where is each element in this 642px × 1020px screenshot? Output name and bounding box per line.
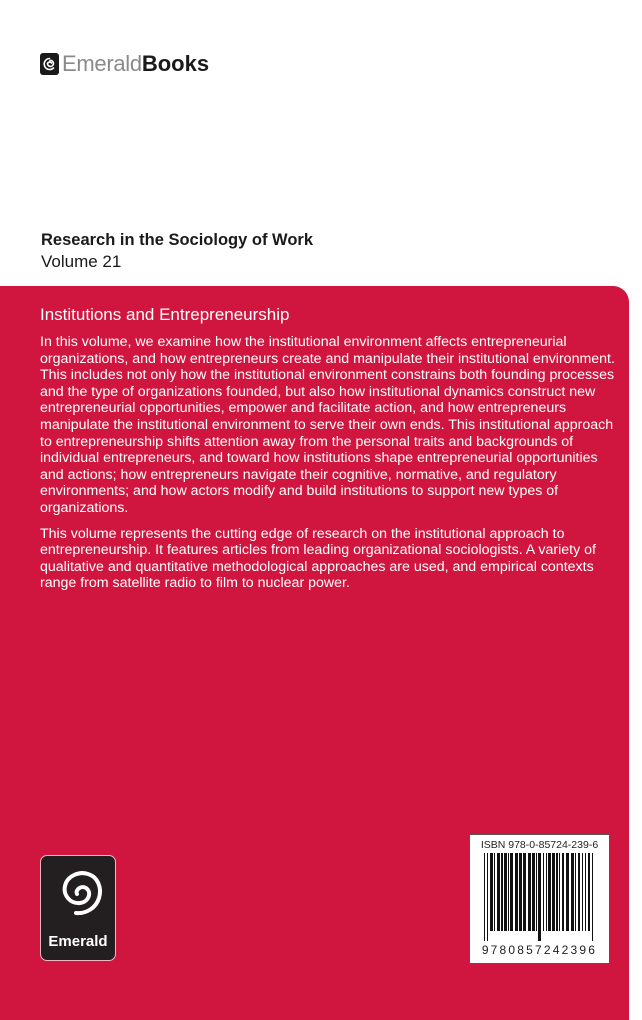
description-panel [0, 286, 629, 1020]
logo-text-books: Books [141, 51, 210, 76]
barcode-bar [538, 853, 541, 941]
emblem-label: Emerald [48, 933, 108, 950]
emerald-swirl-icon [41, 860, 115, 930]
barcode-bar [508, 853, 509, 931]
barcode-bar [543, 853, 544, 931]
barcode-bar [546, 853, 547, 931]
description-paragraph: This volume represents the cutting edge of research on the institutional approach to entrepreneurship. It features articles from leading organizational sociologists. A variety of qualitative and quantitative methodological approaches are used, and empirical contexts range from satellite radio to film to nuclear power. [40, 525, 596, 592]
barcode-bar [494, 853, 495, 931]
barcode-bar [523, 853, 526, 931]
emerald-emblem [40, 855, 116, 961]
barcode-bar [578, 853, 580, 931]
isbn-text: ISBN 978-0-85724-239-6 [480, 839, 599, 851]
volume-number: Volume 21 [41, 252, 122, 271]
description-body [40, 334, 620, 601]
series-title: Research in the Sociology of Work [41, 231, 314, 249]
barcode-bar [501, 853, 503, 931]
barcode-bar [582, 853, 583, 931]
barcode-bars [484, 853, 596, 941]
barcode-bar [575, 853, 576, 931]
barcode-bar [566, 853, 569, 931]
barcode-bar [562, 853, 564, 931]
book-title: Institutions and Entrepreneurship [40, 305, 290, 324]
isbn-barcode [469, 834, 610, 964]
barcode-bar [571, 853, 574, 931]
barcode-digits: 9780857242396 [481, 943, 598, 957]
barcode-bar [532, 853, 535, 931]
barcode-bar [515, 853, 518, 931]
barcode-bar [497, 853, 500, 931]
barcode-bar [536, 853, 537, 931]
barcode-bar [528, 853, 531, 931]
barcode-bar [559, 853, 560, 931]
barcode-bar [592, 853, 593, 941]
description-paragraph: In this volume, we examine how the institutional environment affects entrepreneurial organizations, and how entrepreneurs create and manipulate their institutional environment. This includes not only how the institutional environment constrains both founding processes and the type of organizations founded, but also how institutional dynamics construct new entrepreneurial opportunities, empower and facilitate action, and how entrepreneurs manipulate the institutional environment to serve their own ends. This institutional approach to entrepreneurship shifts attention away from the personal traits and backgrounds of individual entrepreneurs, and toward how institutions shape entrepreneurial opportunities and actions; how entrepreneurs navigate their cognitive, normative, and regulatory environments; and how actors modify and build institutions to support new types of organizations. [40, 334, 615, 516]
barcode-bar [548, 853, 551, 931]
barcode-bar [490, 853, 493, 931]
barcode-bar [556, 853, 558, 931]
barcode-bar [588, 853, 590, 931]
barcode-bar [552, 853, 555, 931]
barcode-bar [504, 853, 507, 931]
barcode-bar [510, 853, 513, 931]
emerald-books-logo [40, 51, 209, 77]
barcode-bar [519, 853, 522, 931]
barcode-bar [487, 853, 488, 941]
emerald-logo-icon [40, 53, 59, 75]
barcode-bar [484, 853, 485, 941]
logo-text-emerald: Emerald [62, 51, 142, 76]
barcode-bar [585, 853, 586, 931]
